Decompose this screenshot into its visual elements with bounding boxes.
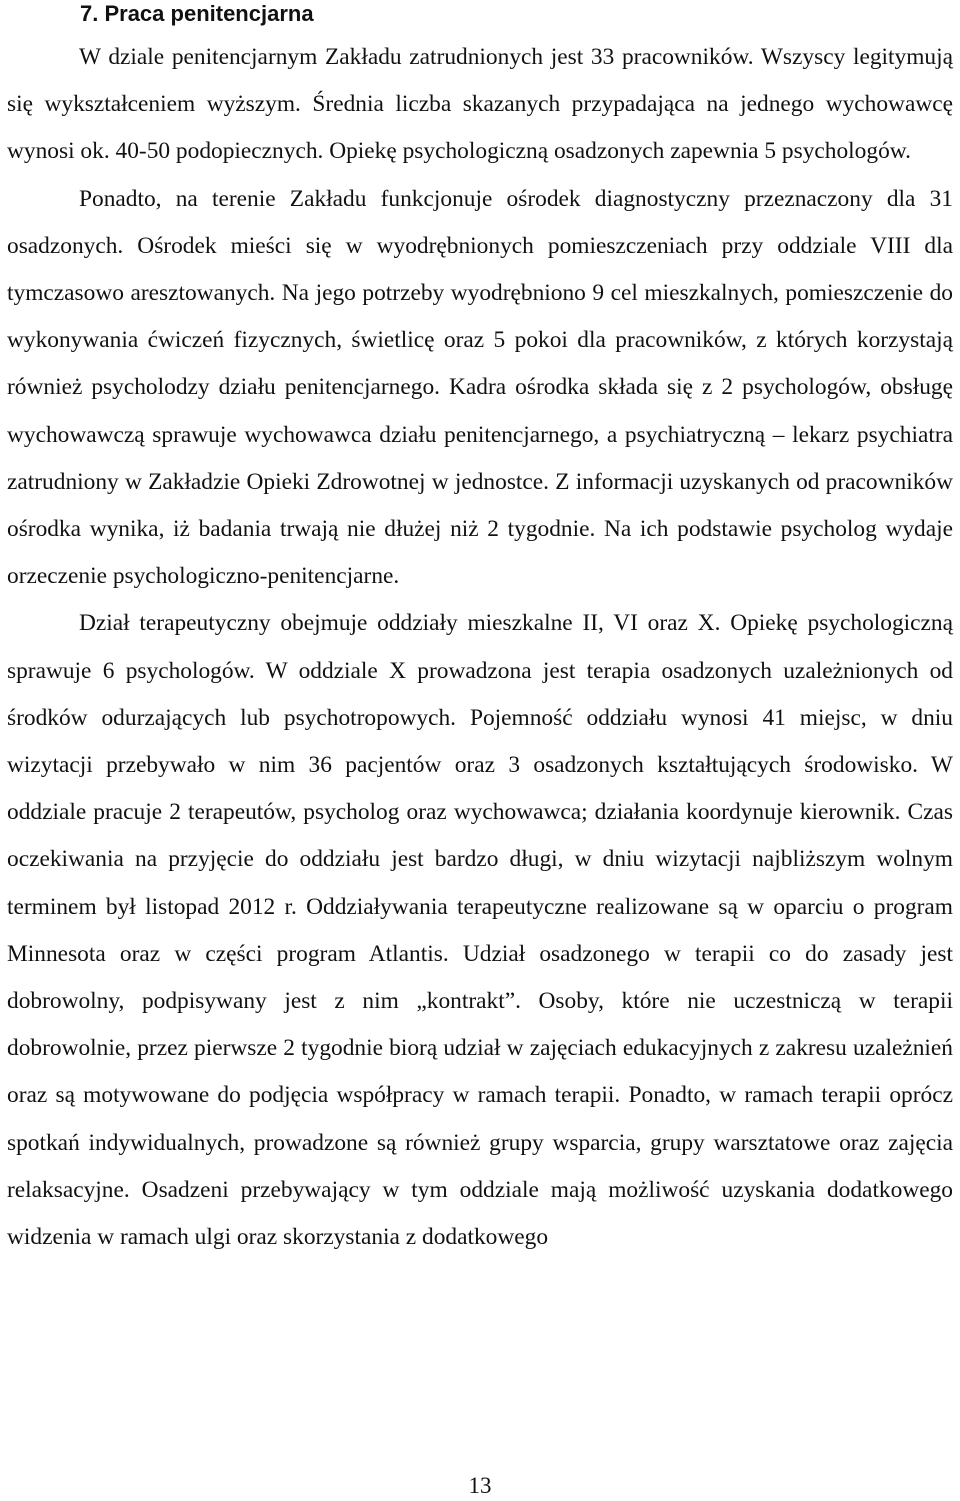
- section-heading: 7. Praca penitencjarna: [80, 1, 314, 26]
- page-number: 13: [468, 1473, 492, 1498]
- paragraph-therapeutic-department: Dział terapeutyczny obejmuje oddziały mieszkalne II, VI oraz X. Opiekę psychologiczną sprawuje 6 psychologów. W oddziale X prowadzona jest terapia osadzonych uzależnionych od środków odurzających lub psychotropowych. Pojemność oddziału wynosi 41 miejsc, w dniu wizytacji przebywało w nim 36 pacjentów oraz 3 osadzonych kształtujących środowisko. W oddziale pracuje 2 terapeutów, psycholog oraz wychowawca; działania koordynuje kierownik. Czas oczekiwania na przyjęcie do oddziału jest bardzo długi, w dniu wizytacji najbliższym wolnym terminem był listopad 2012 r. Oddziaływania terapeutyczne realizowane są w oparciu o program Minnesota oraz w części program Atlantis. Udział osadzonego w terapii co do zasady jest dobrowolny, podpisywany jest z nim „kontrakt”. Osoby, które nie uczestniczą w terapii dobrowolnie, przez pierwsze 2 tygodnie biorą udział w zajęciach edukacyjnych z zakresu uzależnień oraz są motywowane do podjęcia współpracy w ramach terapii. Ponadto, w ramach terapii oprócz spotkań indywidualnych, prowadzone są również grupy wsparcia, grupy warsztatowe oraz zajęcia relaksacyjne. Osadzeni przebywający w tym oddziale mają możliwość uzyskania dodatkowego widzenia w ramach ulgi oraz skorzystania z dodatkowego: [7, 610, 953, 1251]
- paragraph-diagnostic-center: Ponadto, na terenie Zakładu funkcjonuje ośrodek diagnostyczny przeznaczony dla 31 osadzonych. Ośrodek mieści się w wyodrębnionych pomieszczeniach przy oddziale VIII dla tymczasowo aresztowanych. Na jego potrzeby wyodrębniono 9 cel mieszkalnych, pomieszczenie do wykonywania ćwiczeń fizycznych, świetlicę oraz 5 pokoi dla pracowników, z których korzystają również psycholodzy działu penitencjarnego. Kadra ośrodka składa się z 2 psychologów, obsługę wychowawczą sprawuje wychowawca działu penitencjarnego, a psychiatryczną – lekarz psychiatra zatrudniony w Zakładzie Opieki Zdrowotnej w jednostce. Z informacji uzyskanych od pracowników ośrodka wynika, iż badania trwają nie dłużej niż 2 tygodnie. Na ich podstawie psycholog wydaje orzeczenie psychologiczno-penitencjarne.: [7, 185, 953, 590]
- paragraph-staff: W dziale penitencjarnym Zakładu zatrudnionych jest 33 pracowników. Wszyscy legitymują się wykształceniem wyższym. Średnia liczba skazanych przypadająca na jednego wychowawcę wynosi ok. 40-50 podopiecznych. Opiekę psychologiczną osadzonych zapewnia 5 psychologów.: [7, 44, 953, 165]
- body-text: [7, 34, 953, 1261]
